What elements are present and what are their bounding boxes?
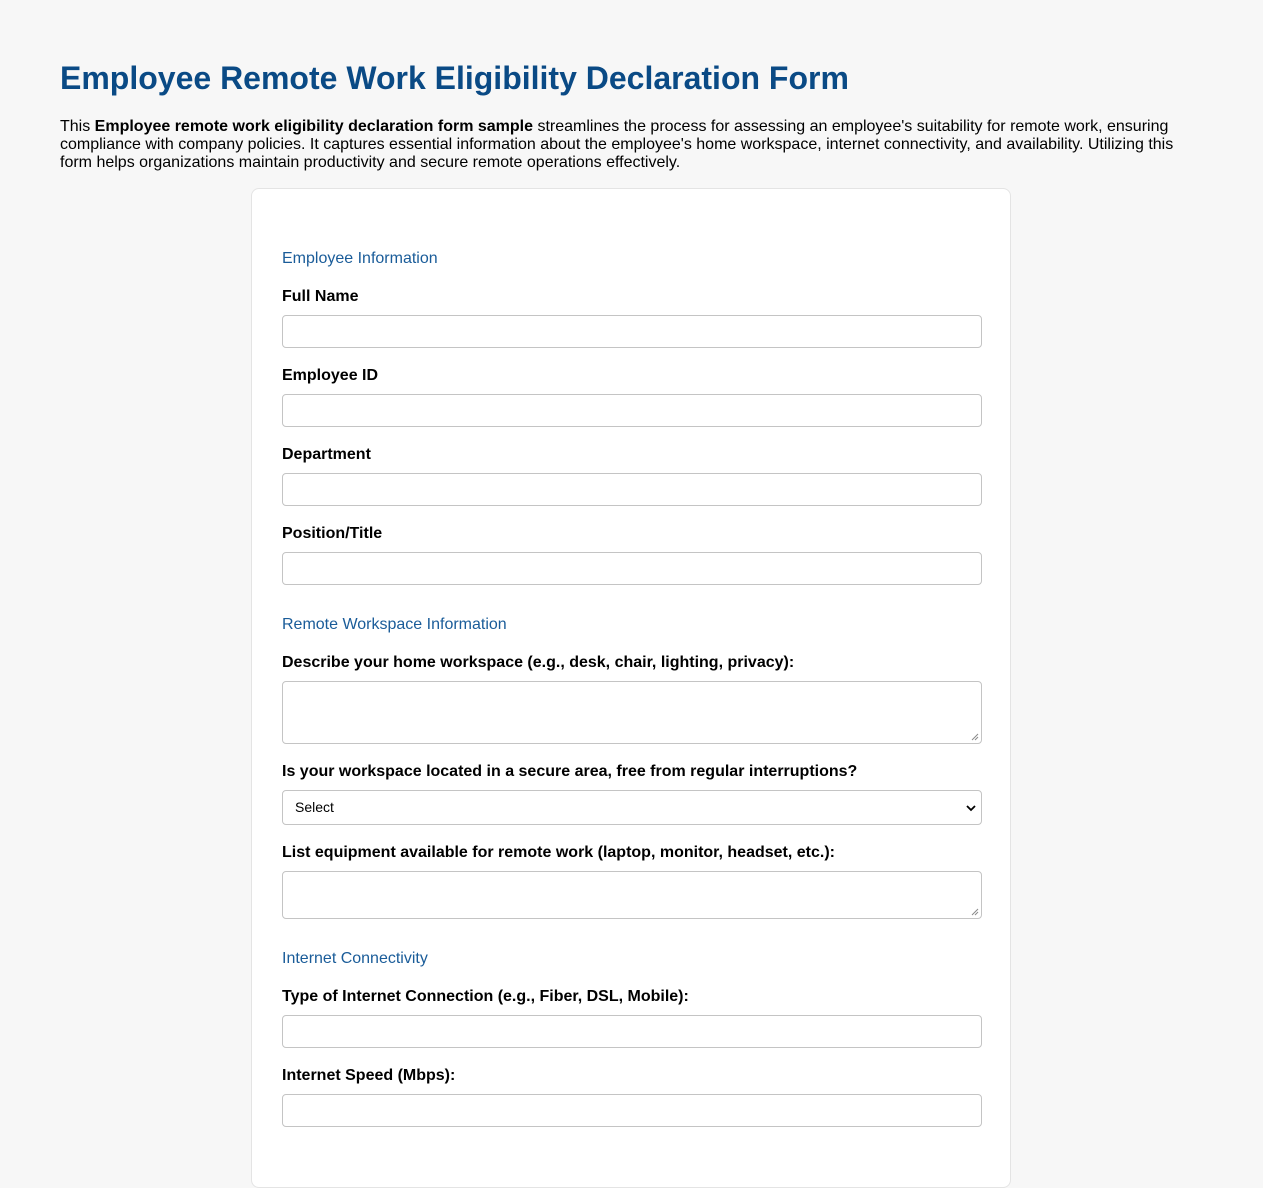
equipment-label: List equipment available for remote work (laptop, monitor, headset, etc.): bbox=[282, 844, 835, 861]
internet-speed-input[interactable] bbox=[282, 1094, 982, 1127]
intro-suffix: streamlines the process for assessing an employee's suitability for remote work, ensuring compliance with company policies. It captures essential information about the employee's home workspace, internet connectivity, and availability. Utilizing this form helps organizations maintain productivity and secure remote operations effectively. bbox=[60, 118, 1174, 171]
page-title: Employee Remote Work Eligibility Declaration Form bbox=[60, 60, 849, 96]
employee-id-label: Employee ID bbox=[282, 367, 379, 384]
secure-workspace-selected-value: Select bbox=[295, 799, 334, 815]
department-label: Department bbox=[282, 446, 371, 463]
internet-speed-label: Internet Speed (Mbps): bbox=[282, 1067, 456, 1084]
equipment-textarea[interactable] bbox=[282, 871, 982, 919]
section-title-remote-workspace: Remote Workspace Information bbox=[282, 616, 507, 633]
workspace-description-textarea[interactable] bbox=[282, 681, 982, 744]
full-name-label: Full Name bbox=[282, 288, 359, 305]
section-title-employee-information: Employee Information bbox=[282, 250, 438, 267]
secure-workspace-select[interactable] bbox=[282, 790, 982, 825]
full-name-input[interactable] bbox=[282, 315, 982, 348]
resize-handle-icon[interactable] bbox=[971, 733, 979, 741]
secure-workspace-label: Is your workspace located in a secure area, free from regular interruptions? bbox=[282, 763, 858, 780]
department-input[interactable] bbox=[282, 473, 982, 506]
intro-bold-text: Employee remote work eligibility declaration form sample bbox=[94, 118, 534, 135]
employee-id-input[interactable] bbox=[282, 394, 982, 427]
intro-paragraph bbox=[60, 118, 1190, 172]
form-card bbox=[251, 188, 1011, 1188]
resize-handle-icon[interactable] bbox=[971, 908, 979, 916]
position-title-label: Position/Title bbox=[282, 525, 383, 542]
internet-type-input[interactable] bbox=[282, 1015, 982, 1048]
intro-prefix: This bbox=[60, 118, 95, 135]
internet-type-label: Type of Internet Connection (e.g., Fiber, DSL, Mobile): bbox=[282, 988, 689, 1005]
workspace-description-label: Describe your home workspace (e.g., desk, chair, lighting, privacy): bbox=[282, 654, 795, 671]
section-title-internet-connectivity: Internet Connectivity bbox=[282, 950, 428, 967]
chevron-down-icon bbox=[965, 802, 977, 814]
position-title-input[interactable] bbox=[282, 552, 982, 585]
